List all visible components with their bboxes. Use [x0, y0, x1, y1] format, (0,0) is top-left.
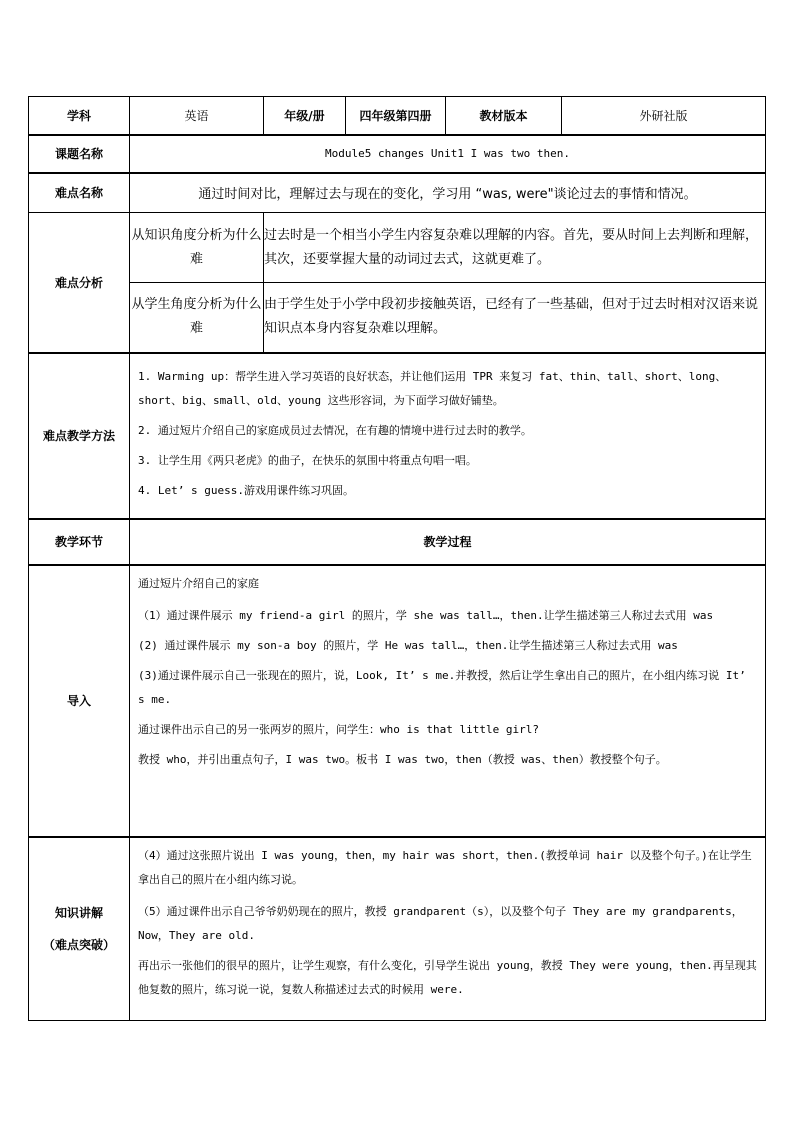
intro-paragraph: 通过短片介绍自己的家庭 [138, 576, 259, 590]
grade-value: 四年级第四册 [346, 97, 446, 135]
knowledge-section-label [29, 837, 130, 1021]
method-item: 1. Warming up：帮学生进入学习英语的良好状态，并让他们运用 TPR 来复习 fat、thin、tall、short、long、short、big、small、old、young 这些形容词，为下面学习做好铺垫。 [138, 369, 727, 407]
subject-value: 英语 [130, 97, 264, 135]
method-item: 3. 让学生用《两只老虎》的曲子，在快乐的氛围中将重点句唱一唱。 [138, 453, 477, 467]
intro-label: 导入 [29, 565, 130, 837]
topic-label: 课题名称 [29, 135, 130, 173]
method-item: 4. Let’ s guess.游戏用课件练习巩固。 [138, 483, 354, 497]
edition-value: 外研社版 [562, 97, 766, 135]
difficulty-name-value: 通过时间对比，理解过去与现在的变化，学习用 “was, were"谈论过去的事情和情况。 [130, 173, 766, 213]
knowledge-paragraph: （4）通过这张照片说出 I was young，then，my hair was short，then.(教授单词 hair 以及整个句子。)在让学生拿出自己的照片在小组内练习说。 [138, 848, 752, 886]
analysis-label: 难点分析 [29, 213, 130, 353]
knowledge-paragraph: 再出示一张他们的很早的照片，让学生观察，有什么变化，引导学生说出 young，教授 They were young，then.再呈现其他复数的照片，练习说一说，复数人称描述过去式的时候用 were. [138, 958, 757, 996]
subject-label: 学科 [29, 97, 130, 135]
process-stage-label: 教学环节 [29, 519, 130, 565]
intro-paragraph: (2) 通过课件展示 my son-a boy 的照片，学 He was tall…，then.让学生描述第三人称过去式用 was [138, 638, 678, 652]
methods-list [130, 353, 766, 519]
method-item: 2. 通过短片介绍自己的家庭成员过去情况，在有趣的情境中进行过去时的教学。 [138, 423, 532, 437]
knowledge-label-line2: （难点突破） [42, 937, 115, 952]
topic-value: Module5 changes Unit1 I was two then. [130, 135, 766, 173]
grade-label: 年级/册 [264, 97, 346, 135]
student-angle-text: 由于学生处于小学中段初步接触英语，已经有了一些基础，但对于过去时相对汉语来说知识点本身内容复杂难以理解。 [264, 283, 766, 353]
knowledge-angle-label: 从知识角度分析为什么难 [130, 213, 264, 283]
intro-content [130, 565, 766, 837]
difficulty-name-label: 难点名称 [29, 173, 130, 213]
student-angle-label: 从学生角度分析为什么难 [130, 283, 264, 353]
knowledge-label-line1: 知识讲解 [54, 905, 103, 920]
intro-paragraph: 教授 who，并引出重点句子，I was two。板书 I was two，then（教授 was、then）教授整个句子。 [138, 752, 667, 766]
knowledge-angle-text: 过去时是一个相当小学生内容复杂难以理解的内容。首先，要从时间上去判断和理解，其次，还要掌握大量的动词过去式，这就更难了。 [264, 213, 766, 283]
intro-paragraph: 通过课件出示自己的另一张两岁的照片，问学生：who is that little girl? [138, 722, 539, 736]
lesson-plan-table [28, 96, 766, 1021]
knowledge-content [130, 837, 766, 1021]
intro-paragraph: （1）通过课件展示 my friend-a girl 的照片，学 she was tall…，then.让学生描述第三人称过去式用 was [138, 608, 714, 622]
edition-label: 教材版本 [446, 97, 562, 135]
knowledge-paragraph: （5）通过课件出示自己爷爷奶奶现在的照片，教授 grandparent（s），以及整个句子 They are my grandparents，Now，They are old. [138, 904, 743, 942]
methods-label: 难点教学方法 [29, 353, 130, 519]
process-title: 教学过程 [130, 519, 766, 565]
intro-paragraph: (3)通过课件展示自己一张现在的照片，说，Look, It’ s me.并教授，然后让学生拿出自己的照片，在小组内练习说 It’ s me. [138, 668, 746, 706]
